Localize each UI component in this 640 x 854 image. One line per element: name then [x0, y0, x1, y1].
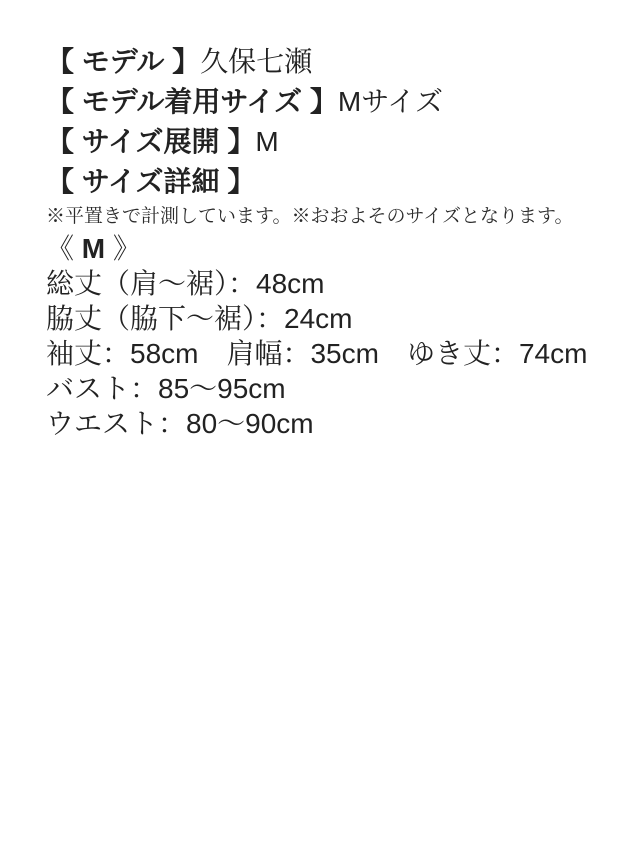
model-wearing-size-row [46, 82, 620, 122]
size-detail-heading-row [46, 162, 620, 202]
size-lineup-label: 【 サイズ展開 】 [46, 126, 256, 157]
measurement-note: ※平置きで計測しています。※おおよそのサイズとなります。 [46, 206, 574, 227]
measurement-line-side-length: 脇丈（脇下〜裾）：24cm [46, 303, 353, 334]
size-m-heading-close-bracket: 》 [105, 233, 141, 264]
size-lineup-row [46, 122, 620, 162]
measurement-line-waist: ウエスト：80〜90cm [46, 408, 314, 439]
measurement-line-sleeve-shoulder: 袖丈：58cm 肩幅：35cm ゆき丈：74cm [46, 338, 588, 369]
size-m-heading [46, 232, 620, 266]
model-value: 久保七瀬 [200, 46, 313, 77]
measurement-line-bust: バスト：85〜95cm [46, 373, 286, 404]
size-lineup-value: M [255, 126, 279, 157]
size-m-heading-size: M [81, 233, 106, 264]
size-detail-heading: 【 サイズ詳細 】 [46, 166, 256, 197]
measurement-line-total-length: 総丈（肩〜裾）：48cm [46, 268, 325, 299]
size-m-heading-open-bracket: 《 [46, 233, 82, 264]
model-row [46, 42, 620, 82]
model-wearing-size-value: Mサイズ [337, 86, 444, 117]
model-label: 【 モデル 】 [46, 46, 201, 77]
model-wearing-size-label: 【 モデル着用サイズ 】 [46, 86, 338, 117]
